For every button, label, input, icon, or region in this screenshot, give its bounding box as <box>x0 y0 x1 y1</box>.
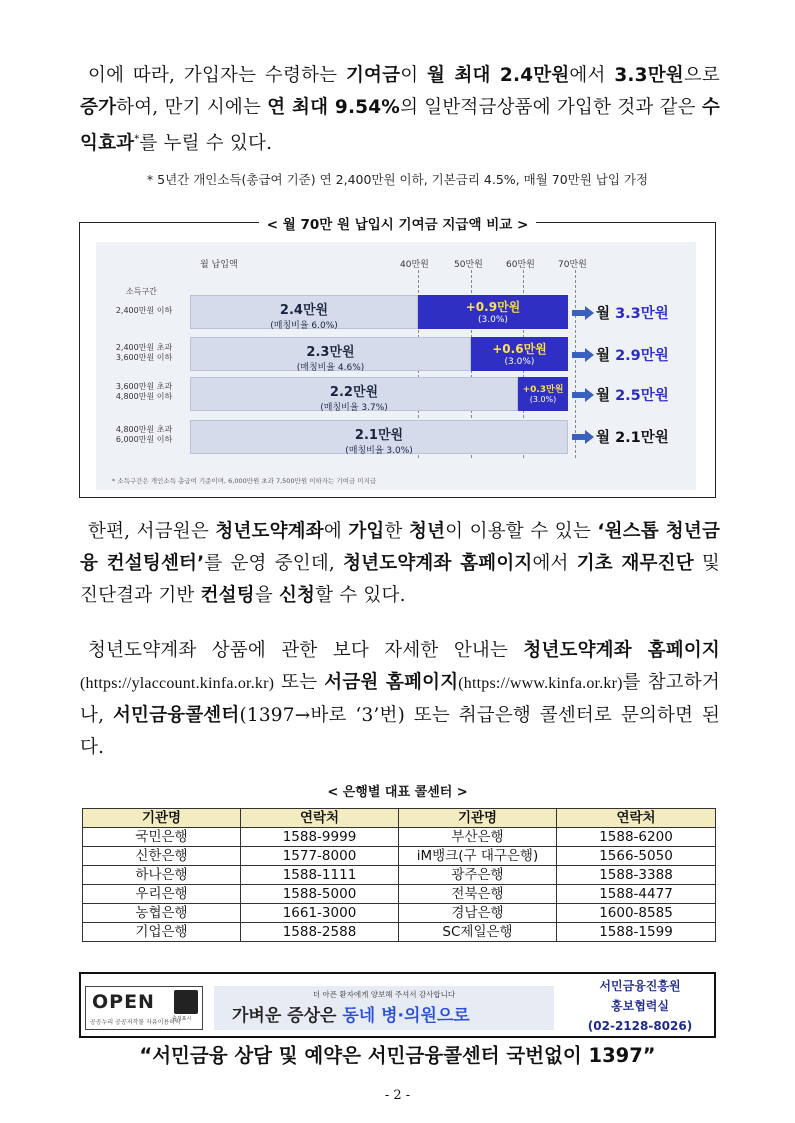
income-range: 4,800만원 초과 6,000만원 이하 <box>115 425 173 444</box>
table-row <box>83 904 716 923</box>
result-prefix: 월 <box>596 306 616 322</box>
homepage-link[interactable]: (https://ylaccount.kinfa.or.kr) <box>80 675 275 692</box>
bold-text: 신청 <box>278 585 316 606</box>
text: 를 참고하거나, <box>80 672 720 726</box>
text: 의 일반적금상품에 가입한 것과 같은 <box>400 97 702 118</box>
income-label: 소득구간 <box>126 287 157 296</box>
base-rate: (매칭비율 4.6%) <box>296 363 365 373</box>
bold-text: 기초 재무진단 <box>576 553 694 574</box>
bold-text: 서금원 홈페이지 <box>324 672 459 693</box>
added-amount: +0.9만원 <box>465 300 521 314</box>
bold-text: ‘원스톱 청년금융 컨설팅센터’ <box>80 521 721 574</box>
result-value: 2.5만원 <box>615 388 669 404</box>
column-header: 기관명 <box>399 809 557 828</box>
bold-text: 증가 <box>80 97 117 118</box>
added-contribution-bar <box>518 377 568 411</box>
bold-text: 서민금융콜센터 <box>112 705 240 726</box>
figure-footnote: * 소득구간은 개인소득 총급여 기준이며, 6,000만원 초과 7,500만원 이하자는 기여금 미지급 <box>112 477 377 485</box>
bank-name: 광주은행 <box>399 866 557 885</box>
ad-headline-highlight: 동네 병·의원으로 <box>342 1006 470 1026</box>
bank-name: 국민은행 <box>83 828 241 847</box>
phone-number: 1566-5050 <box>557 847 716 866</box>
phone-number: 1588-5000 <box>241 885 399 904</box>
phone-number: 1588-3388 <box>557 866 716 885</box>
bold-text: 청년도약계좌 홈페이지 <box>343 553 533 574</box>
phone-number: 1588-1111 <box>241 866 399 885</box>
income-range: 3,600만원 초과 4,800만원 이하 <box>115 382 173 401</box>
org-name: 서민금융진흥원 <box>599 979 681 993</box>
text: 를 운영 중인데, <box>204 553 344 574</box>
bank-name: 부산은행 <box>399 828 557 847</box>
table-row <box>83 866 716 885</box>
bank-name: SC제일은행 <box>399 923 557 942</box>
bank-name: 하나은행 <box>83 866 241 885</box>
base-amount: 2.1만원 <box>354 428 404 443</box>
column-header: 기관명 <box>83 809 241 828</box>
bold-text: 청년 <box>409 521 446 542</box>
phone-number: 1577-8000 <box>241 847 399 866</box>
added-rate: (3.0%) <box>504 357 535 367</box>
result-value: 2.1만원 <box>615 430 669 446</box>
bold-text: 가입 <box>348 521 385 542</box>
bold-text: 컨설팅 <box>200 585 255 606</box>
added-contribution-bar <box>418 295 568 329</box>
base-contribution-bar <box>190 377 518 411</box>
text: 한 <box>384 521 409 542</box>
added-rate: (3.0%) <box>529 395 557 404</box>
footnote-marker: * <box>134 134 140 145</box>
income-range: 2,400만원 초과 3,600만원 이하 <box>115 343 173 362</box>
bank-name: 신한은행 <box>83 847 241 866</box>
arrow-right-icon <box>572 430 594 444</box>
slogan: “서민금융 상담 및 예약은 서민금융콜센터 국번없이 1397” <box>139 1044 656 1067</box>
table-row <box>83 828 716 847</box>
base-contribution-bar <box>190 337 471 371</box>
result-prefix: 월 <box>596 348 616 364</box>
added-rate: (3.0%) <box>478 315 508 325</box>
bold-text: 기여금 <box>345 65 401 86</box>
footnote-assumption: * 5년간 개인소득(총급여 기준) 연 2,400만원 이하, 기본금리 4.5%, 매월 70만원 납입 가정 <box>146 172 649 187</box>
page-number: - 2 - <box>384 1088 411 1103</box>
column-header: 연락처 <box>241 809 399 828</box>
result-prefix: 월 <box>596 388 616 404</box>
arrow-right-icon <box>572 306 594 320</box>
bold-text: 월 최대 2.4만원 <box>427 65 570 86</box>
text: 및 진단결과 기반 <box>80 553 720 606</box>
kogl-open-license-badge <box>85 986 203 1030</box>
text: 으로 <box>683 65 720 86</box>
added-amount: +0.6만원 <box>492 342 547 356</box>
bold-text: 수익효과 <box>80 97 720 155</box>
bank-name: 기업은행 <box>83 923 241 942</box>
table-row <box>83 923 716 942</box>
open-label: OPEN <box>92 991 155 1013</box>
base-amount: 2.2만원 <box>329 385 379 400</box>
text: 이 이용할 수 있는 <box>445 521 598 542</box>
base-rate: (매칭비율 6.0%) <box>270 321 338 331</box>
monthly-result <box>596 426 669 447</box>
figure-title-text: < 월 70만 원 납입시 기여금 지급액 비교 > <box>259 217 537 233</box>
table-row <box>83 847 716 866</box>
bank-name: 전북은행 <box>399 885 557 904</box>
result-value: 3.3만원 <box>615 306 669 322</box>
bank-name: 우리은행 <box>83 885 241 904</box>
text: 를 누릴 수 있다. <box>139 133 273 155</box>
bold-text: 청년도약계좌 홈페이지 <box>523 640 720 661</box>
org-contact <box>570 976 710 1036</box>
text: 또는 <box>274 672 325 693</box>
figure-title <box>0 213 795 233</box>
text: 이 <box>400 65 428 86</box>
text: 에서 <box>532 553 577 574</box>
monthly-result <box>596 302 669 323</box>
base-rate: (매칭비율 3.0%) <box>345 446 413 456</box>
paragraph-inquiry <box>80 635 720 764</box>
base-rate: (매칭비율 3.7%) <box>320 403 388 413</box>
bank-callcenter-table <box>82 808 716 942</box>
result-prefix: 월 <box>596 430 616 446</box>
ad-subtext: 더 아픈 환자에게 양보해 주셔서 감사합니다 <box>312 990 456 999</box>
base-contribution-bar <box>190 295 418 329</box>
phone-number: 1588-4477 <box>557 885 716 904</box>
phone-number: 1600-8585 <box>557 904 716 923</box>
bold-text: 연 최대 9.54% <box>267 97 401 118</box>
arrow-right-icon <box>572 388 594 402</box>
phone-number: 1588-6200 <box>557 828 716 847</box>
text: 을 <box>254 585 279 606</box>
payment-label: 월 납입액 <box>200 260 238 270</box>
phone-number: 1588-2588 <box>241 923 399 942</box>
attribution-badge-text: 출처표시 <box>172 1016 192 1022</box>
monthly-result <box>596 344 669 365</box>
bank-name: 경남은행 <box>399 904 557 923</box>
monthly-result <box>596 384 669 405</box>
paragraph-consulting <box>80 516 720 612</box>
text: 한편, 서금원은 <box>88 521 216 542</box>
bank-name: 농협은행 <box>83 904 241 923</box>
column-header: 연락처 <box>557 809 716 828</box>
result-value: 2.9만원 <box>615 348 669 364</box>
text: 에서 <box>569 65 615 86</box>
tick-label: 40만원 <box>400 260 429 270</box>
org-phone: (02-2128-8026) <box>587 1019 693 1033</box>
table-header-row <box>83 809 716 828</box>
bank-table-title: < 은행별 대표 콜센터 > <box>327 785 468 800</box>
phone-number: 1588-9999 <box>241 828 399 847</box>
base-amount: 2.3만원 <box>306 345 355 360</box>
income-range: 2,400만원 이하 <box>115 306 173 315</box>
table-row <box>83 885 716 904</box>
text: 하여, 만기 시에는 <box>116 97 268 118</box>
paragraph-contribution <box>80 60 720 160</box>
arrow-right-icon <box>572 348 594 362</box>
bank-name: iM뱅크(구 대구은행) <box>399 847 557 866</box>
bold-text: 청년도약계좌 <box>215 521 324 542</box>
text: 청년도약계좌 상품에 관한 보다 자세한 안내는 <box>88 640 524 661</box>
base-contribution-bar <box>190 420 568 454</box>
bold-text: 3.3만원 <box>614 65 684 86</box>
org-department: 홍보협력실 <box>611 999 669 1013</box>
homepage-link[interactable]: (https://www.kinfa.or.kr) <box>458 675 623 692</box>
ad-headline-part: 가벼운 증상은 <box>232 1006 343 1026</box>
added-contribution-bar <box>471 337 568 371</box>
public-campaign-ad <box>214 986 554 1030</box>
tick-label: 70만원 <box>558 260 587 270</box>
phone-number: 1661-3000 <box>241 904 399 923</box>
text: 에 <box>323 521 349 542</box>
text: 이에 따라, 가입자는 수령하는 <box>88 65 346 86</box>
ad-headline <box>232 1001 470 1026</box>
tick-label: 50만원 <box>454 260 483 270</box>
attribution-icon <box>174 990 198 1014</box>
base-amount: 2.4만원 <box>279 303 329 318</box>
added-amount: +0.3만원 <box>522 385 564 395</box>
text: 할 수 있다. <box>315 585 406 606</box>
open-sub-label: 공공누리 공공저작물 자유이용허락 <box>90 1019 181 1026</box>
tick-label: 60만원 <box>506 260 535 270</box>
phone-number: 1588-1599 <box>557 923 716 942</box>
text: (1397→바로 ‘3’번) 또는 취급은행 콜센터로 문의하면 된다. <box>80 705 721 758</box>
